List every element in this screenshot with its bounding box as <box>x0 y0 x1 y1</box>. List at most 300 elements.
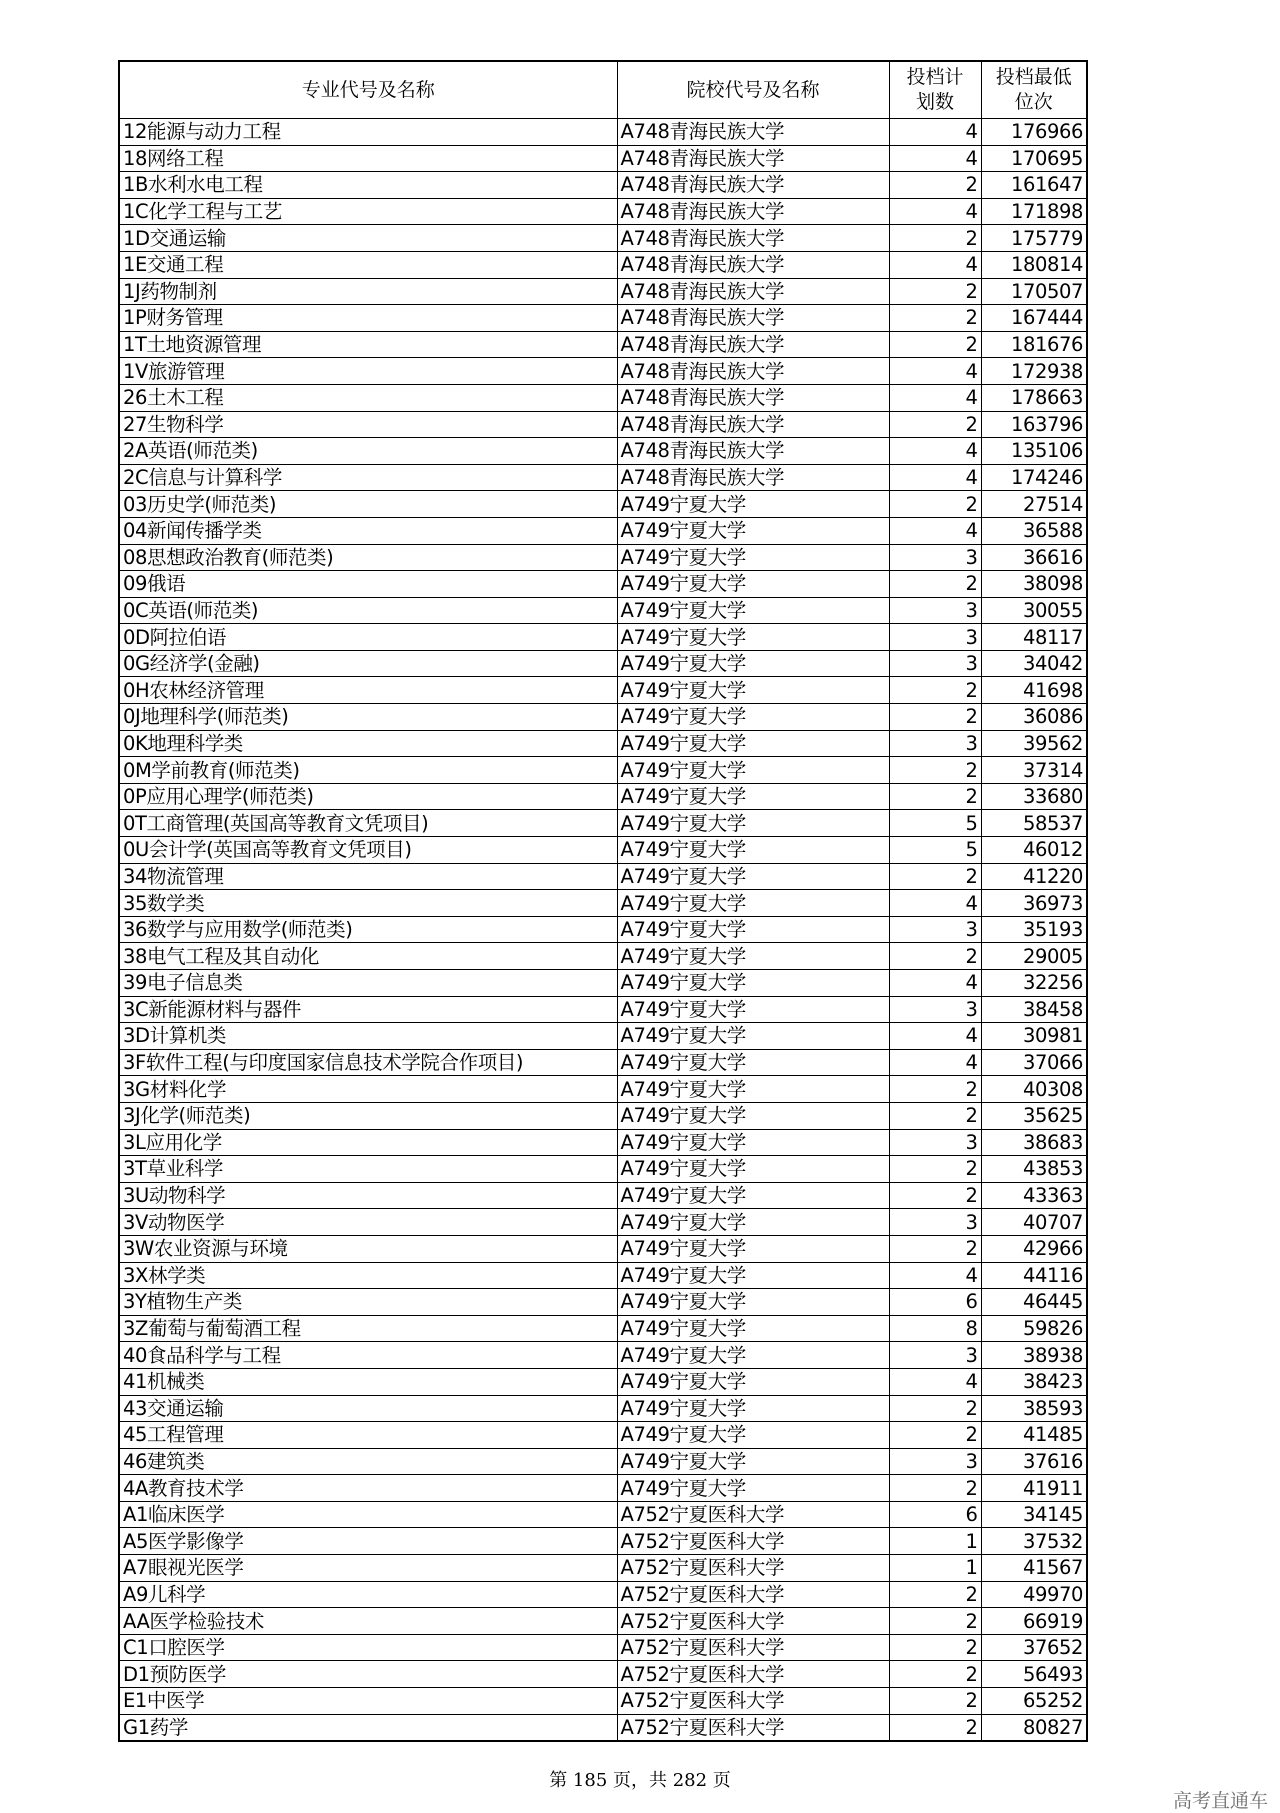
major-cell: 18网络工程 <box>119 145 617 172</box>
school-cell: A749宁夏大学 <box>617 491 889 518</box>
plan-count-cell: 1 <box>889 1528 981 1555</box>
major-cell: A5医学影像学 <box>119 1528 617 1555</box>
school-cell: A752宁夏医科大学 <box>617 1608 889 1635</box>
table-row <box>119 1422 1087 1449</box>
table-row <box>119 1581 1087 1608</box>
table-row <box>119 384 1087 411</box>
min-rank-cell: 167444 <box>981 305 1087 332</box>
school-cell: A749宁夏大学 <box>617 597 889 624</box>
major-cell: 0J地理科学(师范类) <box>119 704 617 731</box>
min-rank-cell: 80827 <box>981 1714 1087 1741</box>
school-cell: A749宁夏大学 <box>617 1076 889 1103</box>
major-cell: 3C新能源材料与器件 <box>119 996 617 1023</box>
major-cell: 0U会计学(英国高等教育文凭项目) <box>119 837 617 864</box>
plan-count-cell: 4 <box>889 970 981 997</box>
plan-count-cell: 4 <box>889 358 981 385</box>
min-rank-cell: 49970 <box>981 1581 1087 1608</box>
plan-count-cell: 2 <box>889 1235 981 1262</box>
school-cell: A752宁夏医科大学 <box>617 1661 889 1688</box>
header-plan <box>889 61 981 119</box>
major-cell: AA医学检验技术 <box>119 1608 617 1635</box>
min-rank-cell: 163796 <box>981 411 1087 438</box>
school-cell: A749宁夏大学 <box>617 677 889 704</box>
table-row <box>119 1528 1087 1555</box>
school-cell: A748青海民族大学 <box>617 119 889 146</box>
major-cell: 04新闻传播学类 <box>119 517 617 544</box>
plan-count-cell: 4 <box>889 119 981 146</box>
table-row <box>119 1634 1087 1661</box>
school-cell: A749宁夏大学 <box>617 544 889 571</box>
min-rank-cell: 34145 <box>981 1501 1087 1528</box>
header-school: 院校代号及名称 <box>617 61 889 119</box>
major-cell: 0D阿拉伯语 <box>119 624 617 651</box>
min-rank-cell: 38683 <box>981 1129 1087 1156</box>
school-cell: A749宁夏大学 <box>617 1422 889 1449</box>
plan-count-cell: 2 <box>889 1475 981 1502</box>
school-cell: A749宁夏大学 <box>617 571 889 598</box>
plan-count-cell: 2 <box>889 1076 981 1103</box>
min-rank-cell: 40308 <box>981 1076 1087 1103</box>
plan-count-cell: 1 <box>889 1555 981 1582</box>
school-cell: A752宁夏医科大学 <box>617 1634 889 1661</box>
plan-count-cell: 5 <box>889 837 981 864</box>
school-cell: A752宁夏医科大学 <box>617 1581 889 1608</box>
min-rank-cell: 46445 <box>981 1289 1087 1316</box>
table-row <box>119 464 1087 491</box>
school-cell: A749宁夏大学 <box>617 810 889 837</box>
table-row <box>119 305 1087 332</box>
min-rank-cell: 135106 <box>981 438 1087 465</box>
header-plan-line2: 划数 <box>915 91 954 113</box>
plan-count-cell: 3 <box>889 1129 981 1156</box>
min-rank-cell: 176966 <box>981 119 1087 146</box>
school-cell: A748青海民族大学 <box>617 278 889 305</box>
plan-count-cell: 2 <box>889 1395 981 1422</box>
min-rank-cell: 32256 <box>981 970 1087 997</box>
plan-count-cell: 4 <box>889 1023 981 1050</box>
table-row <box>119 358 1087 385</box>
plan-count-cell: 2 <box>889 331 981 358</box>
school-cell: A752宁夏医科大学 <box>617 1555 889 1582</box>
min-rank-cell: 37066 <box>981 1049 1087 1076</box>
min-rank-cell: 171898 <box>981 198 1087 225</box>
table-row <box>119 1475 1087 1502</box>
plan-count-cell: 3 <box>889 1209 981 1236</box>
plan-count-cell: 2 <box>889 943 981 970</box>
plan-count-cell: 2 <box>889 1422 981 1449</box>
major-cell: 0T工商管理(英国高等教育文凭项目) <box>119 810 617 837</box>
table-row <box>119 943 1087 970</box>
major-cell: A7眼视光医学 <box>119 1555 617 1582</box>
school-cell: A749宁夏大学 <box>617 1262 889 1289</box>
school-cell: A748青海民族大学 <box>617 331 889 358</box>
school-cell: A748青海民族大学 <box>617 438 889 465</box>
table-row <box>119 1076 1087 1103</box>
major-cell: 1P财务管理 <box>119 305 617 332</box>
major-cell: 1J药物制剂 <box>119 278 617 305</box>
major-cell: 3T草业科学 <box>119 1156 617 1183</box>
min-rank-cell: 174246 <box>981 464 1087 491</box>
plan-count-cell: 2 <box>889 172 981 199</box>
table-row <box>119 278 1087 305</box>
school-cell: A752宁夏医科大学 <box>617 1501 889 1528</box>
plan-count-cell: 3 <box>889 730 981 757</box>
plan-count-cell: 2 <box>889 305 981 332</box>
school-cell: A749宁夏大学 <box>617 996 889 1023</box>
school-cell: A748青海民族大学 <box>617 172 889 199</box>
min-rank-cell: 41698 <box>981 677 1087 704</box>
major-cell: 41机械类 <box>119 1368 617 1395</box>
major-cell: 0C英语(师范类) <box>119 597 617 624</box>
table-row <box>119 1182 1087 1209</box>
min-rank-cell: 43853 <box>981 1156 1087 1183</box>
min-rank-cell: 37532 <box>981 1528 1087 1555</box>
min-rank-cell: 175779 <box>981 225 1087 252</box>
table-body <box>119 119 1087 1742</box>
major-cell: 3G材料化学 <box>119 1076 617 1103</box>
plan-count-cell: 4 <box>889 1368 981 1395</box>
school-cell: A749宁夏大学 <box>617 863 889 890</box>
major-cell: 2C信息与计算科学 <box>119 464 617 491</box>
plan-count-cell: 4 <box>889 517 981 544</box>
school-cell: A749宁夏大学 <box>617 1475 889 1502</box>
min-rank-cell: 41485 <box>981 1422 1087 1449</box>
min-rank-cell: 170507 <box>981 278 1087 305</box>
table-row <box>119 331 1087 358</box>
major-cell: 1C化学工程与工艺 <box>119 198 617 225</box>
table-row <box>119 890 1087 917</box>
table-row <box>119 438 1087 465</box>
header-rank <box>981 61 1087 119</box>
table-row <box>119 544 1087 571</box>
major-cell: A1临床医学 <box>119 1501 617 1528</box>
table-row <box>119 517 1087 544</box>
major-cell: 39电子信息类 <box>119 970 617 997</box>
document-page <box>118 60 1086 1742</box>
school-cell: A749宁夏大学 <box>617 1182 889 1209</box>
admission-table <box>118 60 1088 1742</box>
min-rank-cell: 30981 <box>981 1023 1087 1050</box>
plan-count-cell: 2 <box>889 571 981 598</box>
table-row <box>119 119 1087 146</box>
plan-count-cell: 2 <box>889 1608 981 1635</box>
plan-count-cell: 4 <box>889 384 981 411</box>
plan-count-cell: 2 <box>889 783 981 810</box>
major-cell: 3X林学类 <box>119 1262 617 1289</box>
major-cell: 1E交通工程 <box>119 251 617 278</box>
school-cell: A752宁夏医科大学 <box>617 1688 889 1715</box>
school-cell: A749宁夏大学 <box>617 1315 889 1342</box>
major-cell: 45工程管理 <box>119 1422 617 1449</box>
plan-count-cell: 3 <box>889 996 981 1023</box>
min-rank-cell: 38098 <box>981 571 1087 598</box>
min-rank-cell: 35625 <box>981 1102 1087 1129</box>
plan-count-cell: 4 <box>889 251 981 278</box>
major-cell: 26土木工程 <box>119 384 617 411</box>
major-cell: 1D交通运输 <box>119 225 617 252</box>
table-row <box>119 225 1087 252</box>
school-cell: A748青海民族大学 <box>617 305 889 332</box>
min-rank-cell: 30055 <box>981 597 1087 624</box>
plan-count-cell: 4 <box>889 1262 981 1289</box>
table-row <box>119 1209 1087 1236</box>
min-rank-cell: 35193 <box>981 916 1087 943</box>
min-rank-cell: 161647 <box>981 172 1087 199</box>
table-row <box>119 597 1087 624</box>
plan-count-cell: 3 <box>889 650 981 677</box>
school-cell: A748青海民族大学 <box>617 145 889 172</box>
major-cell: 46建筑类 <box>119 1448 617 1475</box>
plan-count-cell: 2 <box>889 1688 981 1715</box>
plan-count-cell: 3 <box>889 544 981 571</box>
school-cell: A749宁夏大学 <box>617 783 889 810</box>
plan-count-cell: 4 <box>889 145 981 172</box>
major-cell: E1中医学 <box>119 1688 617 1715</box>
major-cell: 0P应用心理学(师范类) <box>119 783 617 810</box>
plan-count-cell: 4 <box>889 198 981 225</box>
school-cell: A749宁夏大学 <box>617 757 889 784</box>
plan-count-cell: 6 <box>889 1501 981 1528</box>
plan-count-cell: 3 <box>889 624 981 651</box>
min-rank-cell: 34042 <box>981 650 1087 677</box>
min-rank-cell: 36086 <box>981 704 1087 731</box>
table-row <box>119 757 1087 784</box>
plan-count-cell: 2 <box>889 1581 981 1608</box>
major-cell: 3L应用化学 <box>119 1129 617 1156</box>
table-header-row <box>119 61 1087 119</box>
header-rank-line2: 位次 <box>1014 91 1053 113</box>
min-rank-cell: 36973 <box>981 890 1087 917</box>
major-cell: D1预防医学 <box>119 1661 617 1688</box>
school-cell: A749宁夏大学 <box>617 624 889 651</box>
min-rank-cell: 38458 <box>981 996 1087 1023</box>
major-cell: 40食品科学与工程 <box>119 1342 617 1369</box>
min-rank-cell: 44116 <box>981 1262 1087 1289</box>
plan-count-cell: 6 <box>889 1289 981 1316</box>
plan-count-cell: 2 <box>889 411 981 438</box>
school-cell: A749宁夏大学 <box>617 517 889 544</box>
plan-count-cell: 3 <box>889 597 981 624</box>
table-row <box>119 1315 1087 1342</box>
major-cell: 4A教育技术学 <box>119 1475 617 1502</box>
plan-count-cell: 2 <box>889 677 981 704</box>
school-cell: A748青海民族大学 <box>617 225 889 252</box>
min-rank-cell: 36588 <box>981 517 1087 544</box>
min-rank-cell: 181676 <box>981 331 1087 358</box>
min-rank-cell: 180814 <box>981 251 1087 278</box>
plan-count-cell: 2 <box>889 1661 981 1688</box>
major-cell: 38电气工程及其自动化 <box>119 943 617 970</box>
school-cell: A752宁夏医科大学 <box>617 1528 889 1555</box>
school-cell: A748青海民族大学 <box>617 411 889 438</box>
school-cell: A749宁夏大学 <box>617 1368 889 1395</box>
table-row <box>119 172 1087 199</box>
school-cell: A749宁夏大学 <box>617 650 889 677</box>
plan-count-cell: 8 <box>889 1315 981 1342</box>
major-cell: 0H农林经济管理 <box>119 677 617 704</box>
table-row <box>119 704 1087 731</box>
school-cell: A749宁夏大学 <box>617 837 889 864</box>
major-cell: 0G经济学(金融) <box>119 650 617 677</box>
table-row <box>119 1368 1087 1395</box>
plan-count-cell: 2 <box>889 1102 981 1129</box>
plan-count-cell: 2 <box>889 225 981 252</box>
major-cell: 3V动物医学 <box>119 1209 617 1236</box>
min-rank-cell: 41567 <box>981 1555 1087 1582</box>
min-rank-cell: 39562 <box>981 730 1087 757</box>
school-cell: A749宁夏大学 <box>617 1235 889 1262</box>
table-row <box>119 1342 1087 1369</box>
major-cell: G1药学 <box>119 1714 617 1741</box>
table-row <box>119 783 1087 810</box>
min-rank-cell: 43363 <box>981 1182 1087 1209</box>
min-rank-cell: 27514 <box>981 491 1087 518</box>
min-rank-cell: 38593 <box>981 1395 1087 1422</box>
table-row <box>119 1049 1087 1076</box>
table-row <box>119 1661 1087 1688</box>
watermark-text: 高考直通车 <box>1172 1790 1268 1812</box>
plan-count-cell: 2 <box>889 757 981 784</box>
major-cell: 36数学与应用数学(师范类) <box>119 916 617 943</box>
major-cell: 3F软件工程(与印度国家信息技术学院合作项目) <box>119 1049 617 1076</box>
school-cell: A749宁夏大学 <box>617 1448 889 1475</box>
header-plan-line1: 投档计 <box>906 66 964 88</box>
school-cell: A749宁夏大学 <box>617 970 889 997</box>
major-cell: 3Y植物生产类 <box>119 1289 617 1316</box>
min-rank-cell: 29005 <box>981 943 1087 970</box>
plan-count-cell: 4 <box>889 1049 981 1076</box>
page-number: 第 185 页，共 282 页 <box>549 1770 731 1791</box>
school-cell: A749宁夏大学 <box>617 890 889 917</box>
major-cell: C1口腔医学 <box>119 1634 617 1661</box>
major-cell: 1T土地资源管理 <box>119 331 617 358</box>
min-rank-cell: 42966 <box>981 1235 1087 1262</box>
major-cell: 09俄语 <box>119 571 617 598</box>
plan-count-cell: 2 <box>889 1182 981 1209</box>
min-rank-cell: 36616 <box>981 544 1087 571</box>
major-cell: 0M学前教育(师范类) <box>119 757 617 784</box>
school-cell: A748青海民族大学 <box>617 384 889 411</box>
plan-count-cell: 2 <box>889 1156 981 1183</box>
table-row <box>119 730 1087 757</box>
school-cell: A749宁夏大学 <box>617 1395 889 1422</box>
school-cell: A749宁夏大学 <box>617 730 889 757</box>
school-cell: A748青海民族大学 <box>617 464 889 491</box>
school-cell: A749宁夏大学 <box>617 1342 889 1369</box>
min-rank-cell: 46012 <box>981 837 1087 864</box>
plan-count-cell: 2 <box>889 278 981 305</box>
table-row <box>119 970 1087 997</box>
table-row <box>119 1448 1087 1475</box>
min-rank-cell: 48117 <box>981 624 1087 651</box>
min-rank-cell: 38423 <box>981 1368 1087 1395</box>
major-cell: 08思想政治教育(师范类) <box>119 544 617 571</box>
table-row <box>119 810 1087 837</box>
table-row <box>119 1501 1087 1528</box>
school-cell: A748青海民族大学 <box>617 251 889 278</box>
major-cell: 27生物科学 <box>119 411 617 438</box>
plan-count-cell: 4 <box>889 438 981 465</box>
school-cell: A748青海民族大学 <box>617 198 889 225</box>
major-cell: 3D计算机类 <box>119 1023 617 1050</box>
min-rank-cell: 37314 <box>981 757 1087 784</box>
major-cell: 35数学类 <box>119 890 617 917</box>
school-cell: A749宁夏大学 <box>617 1129 889 1156</box>
major-cell: 1B水利水电工程 <box>119 172 617 199</box>
min-rank-cell: 65252 <box>981 1688 1087 1715</box>
table-row <box>119 1023 1087 1050</box>
min-rank-cell: 38938 <box>981 1342 1087 1369</box>
major-cell: A9儿科学 <box>119 1581 617 1608</box>
major-cell: 03历史学(师范类) <box>119 491 617 518</box>
table-row <box>119 1129 1087 1156</box>
table-row <box>119 1289 1087 1316</box>
school-cell: A749宁夏大学 <box>617 1289 889 1316</box>
table-row <box>119 677 1087 704</box>
table-row <box>119 996 1087 1023</box>
plan-count-cell: 2 <box>889 1634 981 1661</box>
major-cell: 3U动物科学 <box>119 1182 617 1209</box>
min-rank-cell: 178663 <box>981 384 1087 411</box>
school-cell: A752宁夏医科大学 <box>617 1714 889 1741</box>
table-row <box>119 1608 1087 1635</box>
plan-count-cell: 3 <box>889 1342 981 1369</box>
table-row <box>119 491 1087 518</box>
min-rank-cell: 56493 <box>981 1661 1087 1688</box>
major-cell: 43交通运输 <box>119 1395 617 1422</box>
school-cell: A749宁夏大学 <box>617 1049 889 1076</box>
min-rank-cell: 172938 <box>981 358 1087 385</box>
table-row <box>119 863 1087 890</box>
min-rank-cell: 59826 <box>981 1315 1087 1342</box>
table-row <box>119 251 1087 278</box>
table-row <box>119 837 1087 864</box>
table-row <box>119 571 1087 598</box>
min-rank-cell: 170695 <box>981 145 1087 172</box>
major-cell: 12能源与动力工程 <box>119 119 617 146</box>
table-row <box>119 1262 1087 1289</box>
table-row <box>119 1102 1087 1129</box>
table-row <box>119 1688 1087 1715</box>
plan-count-cell: 5 <box>889 810 981 837</box>
table-row <box>119 1395 1087 1422</box>
school-cell: A749宁夏大学 <box>617 916 889 943</box>
table-row <box>119 916 1087 943</box>
plan-count-cell: 3 <box>889 1448 981 1475</box>
table-row <box>119 411 1087 438</box>
major-cell: 3J化学(师范类) <box>119 1102 617 1129</box>
school-cell: A749宁夏大学 <box>617 1156 889 1183</box>
plan-count-cell: 2 <box>889 491 981 518</box>
min-rank-cell: 41220 <box>981 863 1087 890</box>
table-row <box>119 1714 1087 1741</box>
plan-count-cell: 3 <box>889 916 981 943</box>
school-cell: A749宁夏大学 <box>617 1102 889 1129</box>
plan-count-cell: 2 <box>889 863 981 890</box>
school-cell: A748青海民族大学 <box>617 358 889 385</box>
major-cell: 3W农业资源与环境 <box>119 1235 617 1262</box>
min-rank-cell: 37652 <box>981 1634 1087 1661</box>
plan-count-cell: 4 <box>889 464 981 491</box>
table-row <box>119 198 1087 225</box>
min-rank-cell: 37616 <box>981 1448 1087 1475</box>
min-rank-cell: 41911 <box>981 1475 1087 1502</box>
plan-count-cell: 2 <box>889 1714 981 1741</box>
plan-count-cell: 2 <box>889 704 981 731</box>
school-cell: A749宁夏大学 <box>617 1023 889 1050</box>
table-row <box>119 1156 1087 1183</box>
table-row <box>119 1235 1087 1262</box>
